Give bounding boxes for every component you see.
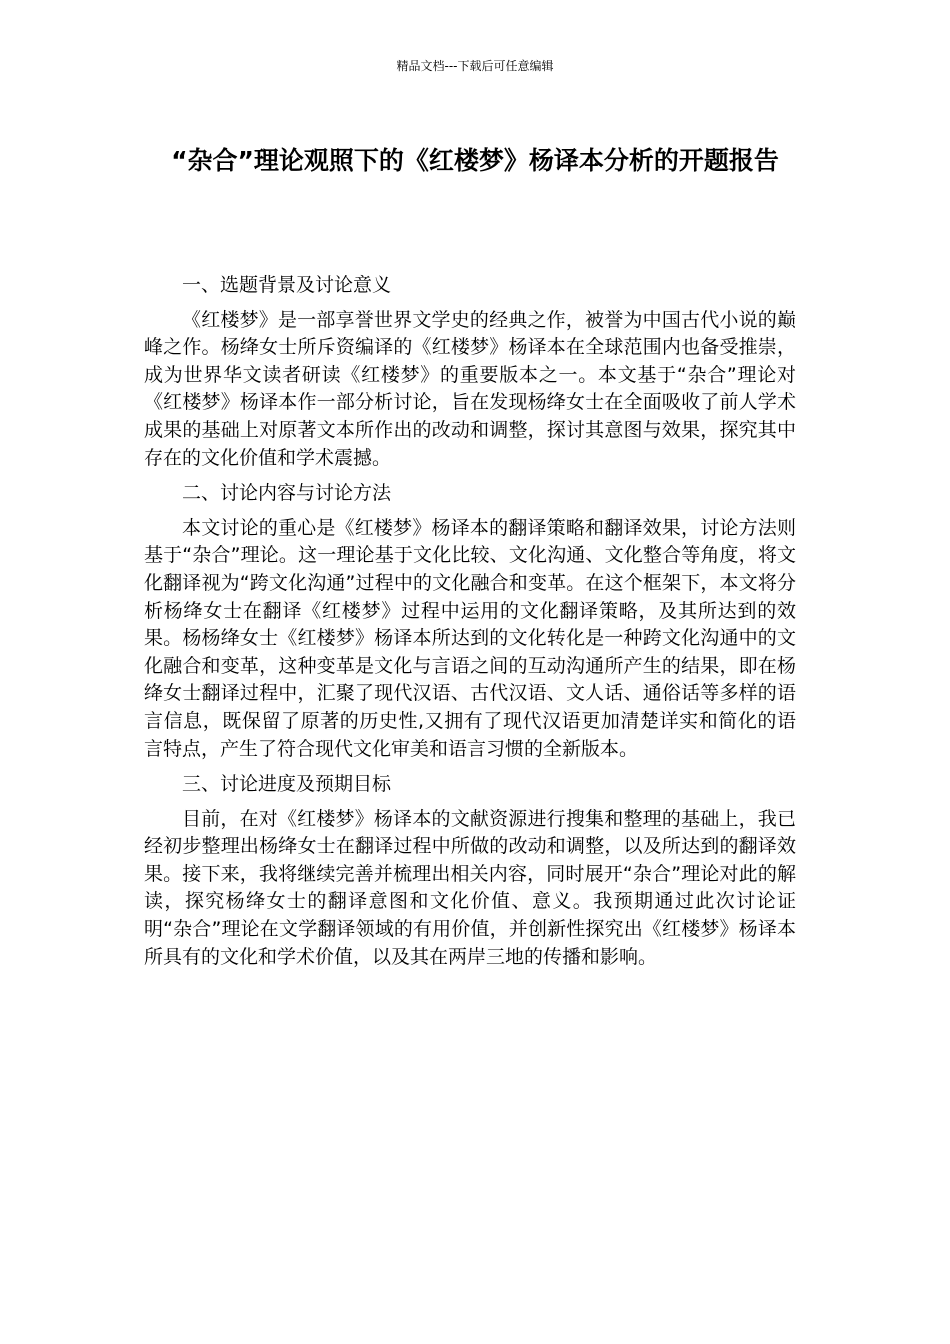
section-paragraph-background: 《红楼梦》是一部享誉世界文学史的经典之作，被誉为中国古代小说的巅峰之作。杨绛女士所斥资编译的《红楼梦》杨译本在全球范围内也备受推崇，成为世界华文读者研读《红楼梦》的重要版本之一。本文基于“杂合”理论对《红楼梦》杨译本作一部分析讨论，旨在发现杨绛女士在全面吸收了前人学术成果的基础上对原著文本所作出的改动和调整，探讨其意图与效果，探究其中存在的文化价值和学术震撼。 <box>144 308 796 469</box>
section-heading-background: 一、选题背景及讨论意义 <box>182 274 392 296</box>
document-body <box>144 272 796 971</box>
section-paragraph-progress-goals: 目前，在对《红楼梦》杨译本的文献资源进行搜集和整理的基础上，我已经初步整理出杨绛女士在翻译过程中所做的改动和调整，以及所达到的翻译效果。接下来，我将继续完善并梳理出相关内容，同时展开“杂合”理论对此的解读，探究杨绛女士的翻译意图和文化价值、意义。我预期通过此次讨论证明“杂合”理论在文学翻译领域的有用价值，并创新性探究出《红楼梦》杨译本所具有的文化和学术价值，以及其在两岸三地的传播和影响。 <box>144 807 796 968</box>
section-heading-content-method: 二、讨论内容与讨论方法 <box>182 482 392 505</box>
section-paragraph-content-method: 本文讨论的重心是《红楼梦》杨译本的翻译策略和翻译效果，讨论方法则基于“杂合”理论。这一理论基于文化比较、文化沟通、文化整合等角度，将文化翻译视为“跨文化沟通”过程中的文化融合和变革。在这个框架下，本文将分析杨绛女士在翻译《红楼梦》过程中运用的文化翻译策略，及其所达到的效果。杨杨绛女士《红楼梦》杨译本所达到的文化转化是一种跨文化沟通中的文化融合和变革，这种变革是文化与言语之间的互动沟通所产生的结果，即在杨绛女士翻译过程中，汇聚了现代汉语、古代汉语、文人话、通俗话等多样的语言信息，既保留了原著的历史性,又拥有了现代汉语更加清楚详实和简化的语言特点，产生了符合现代文化审美和语言习惯的全新版本。 <box>144 516 796 760</box>
document-title: “杂合”理论观照下的《红楼梦》杨译本分析的开题报告 <box>171 146 779 175</box>
page-header: 精品文档---下载后可任意编辑 <box>396 59 554 73</box>
section-heading-progress-goals: 三、讨论进度及预期目标 <box>182 773 392 796</box>
